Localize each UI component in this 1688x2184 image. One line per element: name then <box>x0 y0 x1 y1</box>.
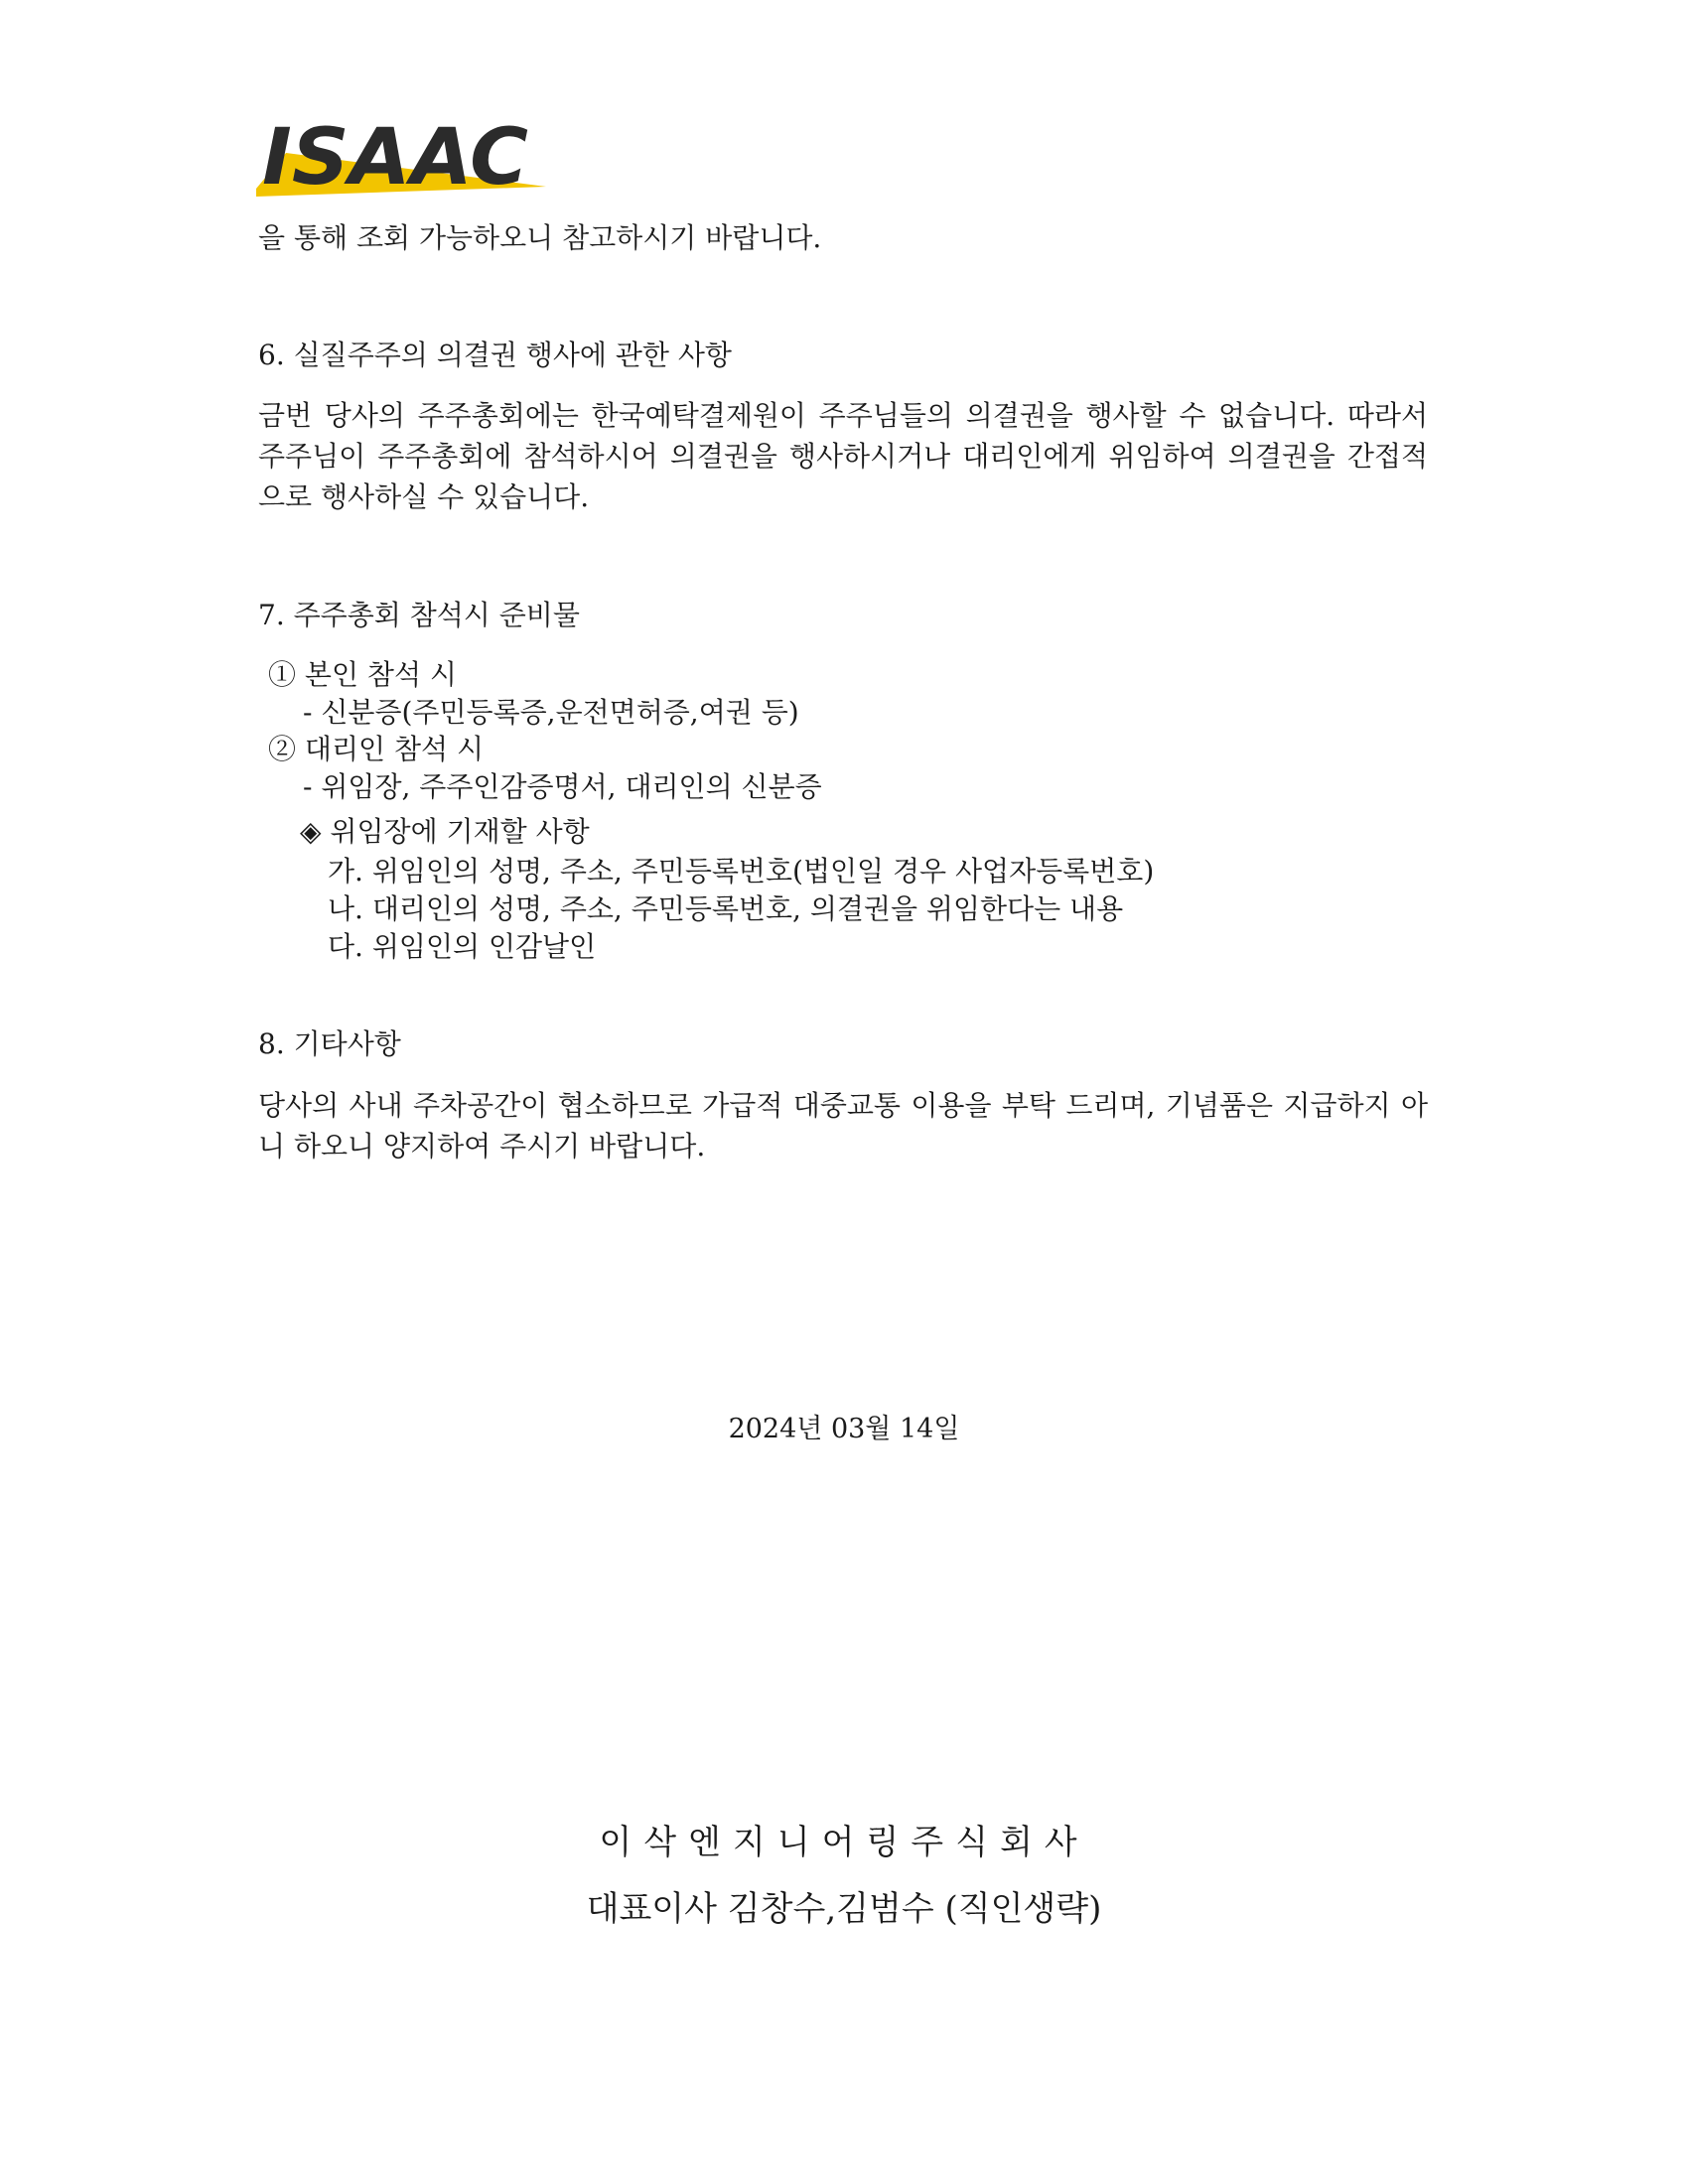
section7-heading: 7. 주주총회 참석시 준비물 <box>258 599 580 631</box>
intro-continuation: 을 통해 조회 가능하오니 참고하시기 바랍니다. <box>258 221 822 254</box>
proxy-heading: ◈ 위임장에 기재할 사항 <box>300 815 590 848</box>
proxy-item: 다. 위임인의 인감날인 <box>328 930 597 963</box>
section7-item1-detail: - 신분증(주민등록증,운전면허증,여권 등) <box>303 696 799 729</box>
company-logo <box>256 109 546 199</box>
section7-item2-title: ② 대리인 참석 시 <box>268 733 484 765</box>
representative: 대표이사 김창수,김범수 (직인생략) <box>586 1889 1102 1929</box>
section8-body: 당사의 사내 주차공간이 협소하므로 가급적 대중교통 이용을 부탁 드리며, 기념품은 지급하지 아니 하오니 양지하여 주시기 바랍니다. <box>258 1089 1428 1162</box>
proxy-item: 나. 대리인의 성명, 주소, 주민등록번호, 의결권을 위임한다는 내용 <box>328 892 1124 925</box>
document-date: 2024년 03월 14일 <box>728 1414 960 1444</box>
section8-heading: 8. 기타사항 <box>258 1027 401 1060</box>
company-name: 이삭엔지니어링주식회사 <box>599 1823 1089 1862</box>
section7-item1-title: ① 본인 참석 시 <box>268 658 457 691</box>
section6-body: 금번 당사의 주주총회에는 한국예탁결제원이 주주님들의 의결권을 행사할 수 없습니다. 따라서 주주님이 주주총회에 참석하시어 의결권을 행사하시거나 대리인에게 위임하여 의결권을 간접적으로 행사하실 수 있습니다. <box>258 399 1428 513</box>
section6-heading: 6. 실질주주의 의결권 행사에 관한 사항 <box>258 339 732 371</box>
section7-item2-detail: - 위임장, 주주인감증명서, 대리인의 신분증 <box>303 770 822 803</box>
proxy-item: 가. 위임인의 성명, 주소, 주민등록번호(법인일 경우 사업자등록번호) <box>328 855 1155 887</box>
logo-text: ISAAC <box>262 113 528 199</box>
